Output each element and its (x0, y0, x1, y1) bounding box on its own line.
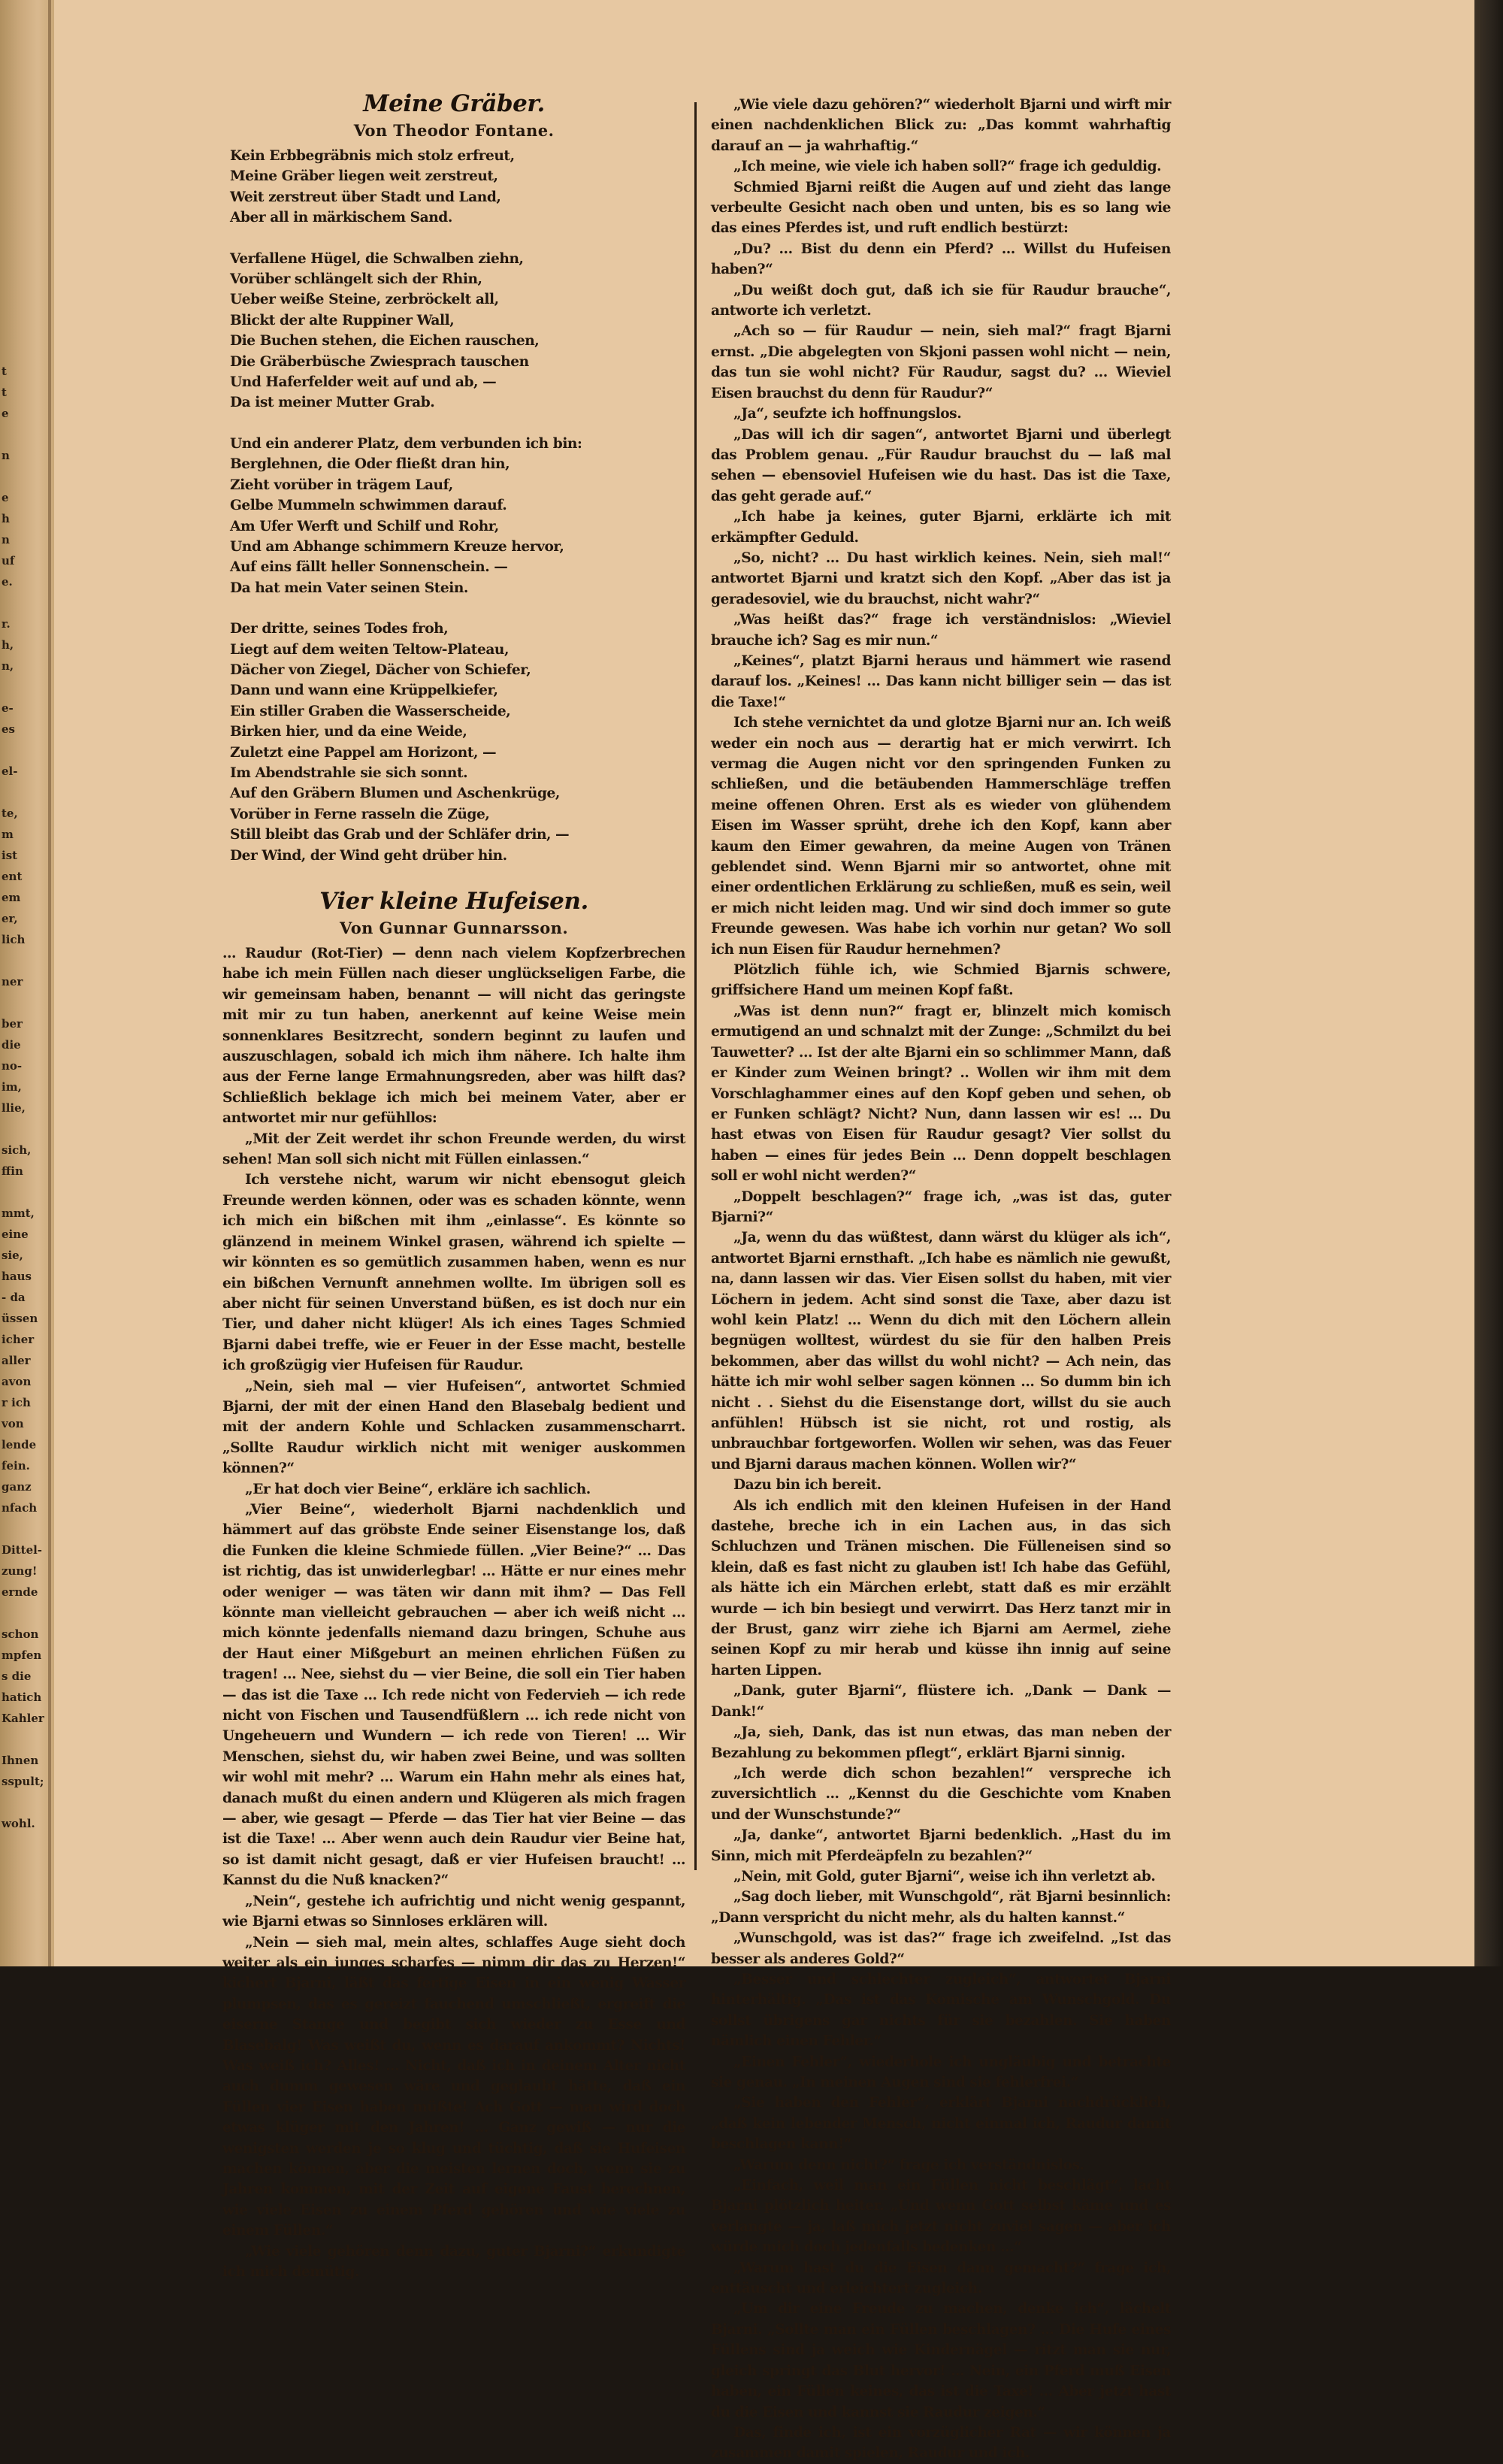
story-paragraph: „Ich meine, wie viele ich haben soll?“ frage ich geduldig. (733, 159, 1162, 175)
story-paragraph: Schmied Bjarni reißt die Augen auf und zieht das lange verbeulte Gesicht nach oben und unten, bis es so lang wie das eines Pferdes ist, und ruft endlich bestürzt: (711, 179, 1171, 237)
fragment-line: aller (2, 1354, 31, 1367)
story-paragraph: „Nein“, gestehe ich aufrichtig und nicht wenig gespannt, wie Bjarni etwas so Sinnloses erklären will. (222, 1893, 685, 1930)
story-text-right (711, 95, 1171, 2464)
fragment-line (2, 1182, 47, 1203)
left-column (222, 89, 685, 2282)
story-paragraph: „Sie haben den Fehler“, erklärt Bjarni nachdrücklich, „daß kein lebender Mensch, nicht einmal ich, Raudur damit beschlagen kann!“ (711, 2095, 1171, 2153)
fragment-line: e. (2, 575, 13, 589)
fragment-line: s die (2, 1669, 32, 1683)
fragment-line: lende (2, 1438, 37, 1451)
poem-line: Und am Abhange schimmern Kreuze hervor, (230, 538, 564, 555)
fragment-line: ffin (2, 1164, 23, 1178)
story-paragraph: „Warum hast du die Eisen dann gemacht?“ frage ich, enttäuscht und erleichtert zugleich. (711, 2260, 1171, 2297)
poem-line: Birken hier, und da eine Weide, (230, 724, 467, 740)
story-paragraph: „So, nicht? ... Du hast wirklich keines. Nein, sieh mal!“ antwortet Bjarni und kratzt sich den Kopf. „Aber das ist ja geradesoviel, wie du brauchst, nicht wahr?“ (711, 549, 1171, 607)
fragment-line: e- (2, 701, 14, 715)
fragment-line: ganz (2, 1480, 32, 1494)
fragment-line: zung! (2, 1564, 38, 1578)
fragment-line: ernde (2, 1585, 38, 1599)
fragment-line (2, 1603, 47, 1624)
poem-stanza (230, 146, 685, 229)
fragment-line: icher (2, 1333, 35, 1346)
poem-line: Da ist meiner Mutter Grab. (230, 395, 435, 411)
right-column (711, 95, 1171, 2464)
fragment-line (2, 677, 47, 698)
poem-line: Ein stiller Graben die Wasserscheide, (230, 703, 511, 719)
story-text-left (222, 943, 685, 2282)
fragment-line: schon (2, 1627, 39, 1641)
fragment-line (2, 1518, 47, 1539)
fragment-line: e (2, 407, 9, 420)
fragment-line: te, (2, 807, 18, 820)
poem-line: Ueber weiße Steine, zerbröckelt all, (230, 292, 499, 308)
poem-line: Berglehnen, die Oder fließt dran hin, (230, 456, 510, 473)
fragment-line: mpfen (2, 1648, 42, 1662)
poem-line: Da hat mein Vater seinen Stein. (230, 580, 468, 596)
fragment-line: sich, (2, 1143, 32, 1157)
fragment-line: haus (2, 1270, 32, 1283)
story-paragraph: „Nein, mit Gold, guter Bjarni“, weise ich ihn verletzt ab. (733, 1868, 1156, 1884)
poem-stanza (230, 619, 685, 866)
poem-line: Aber all in märkischem Sand. (230, 210, 452, 226)
story-paragraph: „Wunschgold, was ist das?“ frage ich zweifelnd. „Ist das besser als anderes Gold?“ (711, 1930, 1171, 1967)
story-paragraph: „Was ist denn nun?“ fragt er, blinzelt mich komisch ermutigend an und schnalzt mit der Zunge: „Schmilzt du bei Tauwetter? ... Ist der alte Bjarni ein so schlimmer Mann, daß er Kinder zum Weinen bringt? .. Wollen wir ihm mit dem Vorschlaghammer eines auf den Kopf geben und sehen, ob er Funken schlägt? Nicht? Nun, dann lassen wir es! ... Du hast etwas von Eisen für Raudur gesagt? Vier sollst du haben — eines für jedes Bein ... Denn doppelt beschlagen soll er wohl nicht werden?“ (711, 1003, 1171, 1185)
fragment-line: es (2, 722, 15, 736)
fragment-line: ent (2, 870, 23, 883)
poem-line: Gelbe Mummeln schwimmen darauf. (230, 498, 507, 514)
poem-line: Der Wind, der Wind geht drüber hin. (230, 847, 507, 864)
fragment-line: r ich (2, 1396, 31, 1409)
story-paragraph: „Um dir eine Freude zu machen, denke ich“, lächelt Bjarni. „Sollte man ein Füllen beschlagen? ... Die Hufe eines Füllens sind ja weich wie Kindernägel — ritzt man sie nur, gleich springt das Blut hervor! ... Nein, ein Pferd muß Eisen haben, ein Füllen keines, das ist die Taxe! ... Aber jetzt hast du die Eisen und kannst sie Raudur zeigen.“ (711, 2301, 1171, 2420)
fragment-line: r. (2, 617, 11, 631)
dark-background-edge (1474, 0, 1503, 1966)
fragment-line: llie, (2, 1101, 26, 1115)
poem-line: Die Buchen stehen, die Eichen rauschen, (230, 333, 540, 350)
fragment-line: die (2, 1038, 21, 1052)
fragment-line: e (2, 491, 9, 504)
story-paragraph: Plötzlich fühle ich, wie Schmied Bjarnis schwere, griffsichere Hand um meinen Kopf faßt. (711, 962, 1171, 999)
fragment-line: im, (2, 1080, 22, 1094)
poem-line: Kein Erbbegräbnis mich stolz erfreut, (230, 148, 515, 164)
fragment-line (2, 740, 47, 761)
fragment-line: el- (2, 764, 18, 778)
fragment-line: eine (2, 1227, 29, 1241)
fragment-line (2, 1118, 47, 1140)
poem-line: Meine Gräber liegen weit zerstreut, (230, 168, 498, 185)
fragment-line: wohl. (2, 1817, 35, 1830)
story-paragraph: Als ich endlich mit den kleinen Hufeisen in der Hand dastehe, breche ich in ein Lachen aus, in das sich Schluchzen und Tränen mischen. Die Fülleneisen sind so klein, daß es fast nicht zu glauben ist! Ich habe das Gefühl, als hätte ich ein Märchen erlebt, statt daß es mir erzählt wurde — ich bin besiegt und verwirrt. Das Herz tanzt mir in der Brust, ganz wirr ziehe ich Bjarni am Aermel, ziehe seinen Kopf zu mir herab und küsse ihn innig auf seine harten Lippen. (711, 1497, 1171, 1678)
fragment-line: üssen (2, 1312, 38, 1325)
fragment-line: mmt, (2, 1206, 35, 1220)
fragment-line: er, (2, 912, 18, 925)
poem-line: Und Haferfelder weit auf und ab, — (230, 374, 497, 391)
fragment-line: n (2, 449, 10, 462)
fragment-line: sie, (2, 1249, 23, 1262)
poem-line: Liegt auf dem weiten Teltow-Plateau, (230, 641, 510, 658)
story-paragraph: „Ja“, seufzte ich hoffnungslos. (733, 406, 962, 422)
fragment-line: fein. (2, 1459, 30, 1473)
story-paragraph: „Ja, sieh, Dank, das ist nun etwas, das man neben der Bezahlung zu bekommen pflegt“, erklärt Bjarni sinnig. (711, 1724, 1171, 1761)
story-paragraph: „Ja, wenn du das wüßtest, dann wärst du klüger als ich“, antwortet Bjarni ernsthaft. „Ich habe es nämlich nie gewußt, na, dann lassen wir das. Vier Eisen sollst du haben, mit vier Löchern in jedem. Acht sind sonst die Taxe, aber dazu ist wohl kein Platz! ... Wenn du dich mit den Löchern allein begnügen wolltest, würdest du sie für den halben Preis bekommen, aber das willst du wohl nicht? — Ach nein, das hätte ich mir wohl selber sagen können ... So dumm bin ich nicht . . Siehst du die Eisenstange dort, willst du sie auch anfühlen! Hübsch ist sie nicht, rot und rostig, als unbrauchbar fortgeworfen. Wollen wir sehen, was das Feuer und Bjarni daraus machen können. Wollen wir?“ (711, 1230, 1171, 1473)
fragment-line: nfach (2, 1501, 38, 1515)
poem-line: Still bleibt das Grab und der Schläfer drin, — (230, 827, 570, 843)
poem-line: Dächer von Ziegel, Dächer von Schiefer, (230, 661, 531, 678)
fragment-line: Kahler (2, 1712, 44, 1725)
story-paragraph: „Er hat doch vier Beine“, erkläre ich sachlich. (245, 1481, 591, 1497)
fragment-line: t (2, 365, 7, 378)
column-divider (694, 102, 697, 1870)
story-paragraph: Ich verstehe nicht, warum wir nicht ebensogut gleich Freunde werden können, oder was es schaden könnte, wenn ich mich ein bißchen mit ihm „einlasse“. Es könnte so glänzend in meinem Winkel grasen, während ich spielte — wir könnten es so gemütlich zusammen haben, wenn es nur ein bißchen Vernunft annehmen wollte. Im übrigen soll es aber nicht für seinen Unverstand büßen, es ist doch nur ein Tier, und daher nicht klüger! Als ich eines Tages Schmied Bjarni dabei treffe, wie er Feuer in der Esse macht, bestelle ich großzügig vier Hufeisen für Raudur. (222, 1172, 685, 1374)
poem-line: Und ein anderer Platz, dem verbunden ich bin: (230, 435, 582, 452)
fragment-line: em (2, 891, 21, 904)
story-paragraph: Dazu bin ich bereit. (733, 1477, 882, 1494)
fragment-line: Ihnen (2, 1754, 39, 1767)
poem-line: Im Abendstrahle sie sich sonnt. (230, 764, 468, 781)
poem-line: Verfallene Hügel, die Schwalben ziehn, (230, 250, 524, 267)
story-paragraph: „Einen Fehler“, wiederhole ich ungläubig und betrachte sie genau. „In meinen Augen sind sie fehlerfrei.“ (711, 2054, 1171, 2090)
story-paragraph: „Vier Beine“, wiederholt Bjarni nachdenklich und hämmert auf das gröbste Ende seiner Eisenstange los, daß die Funken die kleine Schmiede füllen. „Vier Beine?“ ... Das ist richtig, das ist unwiderlegbar! ... Hätte er nur eines mehr oder weniger — was täten wir dann mit ihm? — Das Fell könnte man vielleicht gebrauchen — aber ich weiß nicht ... mich könnte jedenfalls niemand dazu bringen, Schuhe aus der Haut einer Mißgeburt an meinen ehrlichen Füßen zu tragen! ... Nee, siehst du — vier Beine, die soll ein Tier haben — das ist die Taxe ... Ich rede nicht von Federvieh — ich rede nicht von Fischen und Tausendfüßlern ... ich rede nicht von Ungeheuern und Wundern — ich rede von Tieren! ... Wir Menschen, siehst du, wir haben zwei Beine, und was sollten wir wohl mit mehr? ... Warum ein Hahn mehr als eines hat, danach mußt du einen andern und Klügeren als mich fragen — aber, wie gesagt — Pferde — das Tier hat vier Beine — das ist die Taxe! ... Aber wenn auch dein Raudur vier Beine hat, so ist damit nicht gesagt, daß er vier Hufeisen braucht! ... Kannst du die Nuß knacken?“ (222, 1501, 685, 1889)
story-paragraph: „Ach so — für Raudur — nein, sieh mal?“ fragt Bjarni ernst. „Die abgelegten von Skjoni passen wohl nicht — nein, das tun sie wohl nicht? Für Raudur, sagst du? ... Wieviel Eisen brauchst du denn für Raudur?“ (711, 323, 1171, 401)
poem-line: Die Gräberbüsche Zwiesprach tauschen (230, 353, 529, 370)
story-paragraph: „Nein, sieh mal — vier Hufeisen“, antwortet Schmied Bjarni, der mit der einen Hand den Blasebalg bedient und mit der andern Kohle und Schlacken zusammenscharrt. „Sollte Raudur wirklich nicht mit weniger auskommen können?“ (222, 1378, 685, 1477)
fragment-line: h (2, 512, 10, 525)
story-paragraph: „Ja, danke“, antwortet Bjarni bedenklich. „Hast du im Sinn, mich mit Pferdeäpfeln zu bezahlen?“ (711, 1827, 1171, 1864)
poem-line: Der dritte, seines Todes froh, (230, 621, 449, 637)
fragment-line: - da (2, 1291, 26, 1304)
poem-verse (222, 146, 685, 866)
story-paragraph: „Besser und schlechter zugleich“, antwortet Bjarni hinterhältig. „Das ist das Komische am Wunschgold. Du sollst übrigens gar nichts für sie bezahlen. Sie haben nämlich einen Fehler.“ (711, 1971, 1171, 2050)
fragment-line: h, (2, 638, 14, 652)
story-paragraph: „Doppelt beschlagen?“ frage ich, „was ist das, guter Bjarni?“ (711, 1188, 1171, 1225)
fragment-line: sspult; (2, 1775, 44, 1788)
story-paragraph: „Keines“, platzt Bjarni heraus und hämmert wie rasend darauf los. „Keines! ... Das kann nicht billiger sein — das ist die Taxe!“ (711, 652, 1171, 710)
fragment-line: ber (2, 1017, 23, 1031)
binding-fold (48, 0, 51, 1966)
poem-stanza (230, 249, 685, 413)
fragment-line (2, 950, 47, 971)
poem-stanza (230, 434, 685, 598)
poem-line: Weit zerstreut über Stadt und Land, (230, 189, 501, 205)
story-paragraph: „Dank, guter Bjarni“, flüstere ich. „Dank — Dank — Dank!“ (711, 1683, 1171, 1720)
story-paragraph: ... Raudur (Rot-Tier) — denn nach vielem Kopfzerbrechen habe ich mein Füllen nach dieser unglückseligen Farbe, die wir gemeinsam haben, benannt — will nicht das geringste mit mir zu tun haben, anerkennt auf keine Weise mein sonnenklares Besitzrecht, sondern beginnt zu laufen und auszuschlagen, sobald ich mich ihm nähere. Ich halte ihm aus der Ferne lange Ermahnungsreden, aber was hilft das? Schließlich beklage ich mich bei meinem Vater, aber er antwortet mir nur gefühllos: (222, 946, 685, 1127)
fragment-line: avon (2, 1375, 32, 1388)
fragment-line: lich (2, 933, 26, 946)
story-paragraph: „Einfach, weil man ein Füllen nicht beschlägt“, lacht Bjarni plötzlich heiter. „Und wenn Gott selbst käme und es verlangte — ja, laß mich jetzt nicht zuviel sagen — aber ich würde mich doch jedenfalls bedenken ...“ (711, 2178, 1171, 2256)
fragment-line: von (2, 1417, 24, 1430)
story-paragraph: „Mit der Zeit werdet ihr schon Freunde werden, du wirst sehen! Man soll sich nicht mit Füllen einlassen.“ (222, 1131, 685, 1168)
poem-line: Vorüber schlängelt sich der Rhin, (230, 271, 482, 288)
poem-line: Am Ufer Werft und Schilf und Rohr, (230, 518, 499, 534)
story-paragraph: „Wie viele dazu gehören?“ wiederholt Bjarni und wirft mir einen nachdenklichen Blick zu: „Das kommt wahrhaftig darauf an — ja wahrhaftig.“ (711, 97, 1171, 154)
story-paragraph: „Sag doch lieber, mit Wunschgold“, rät Bjarni besinnlich: „Dann verspricht du nicht mehr, als du halten kannst.“ (711, 1889, 1171, 1926)
story-paragraph: „Das will ich dir sagen“, antwortet Bjarni und überlegt das Problem genau. „Für Raudur brauchst du — laß mal sehen — ebensoviel Hufeisen wie du hast. Das ist die Taxe, das geht gerade auf.“ (711, 426, 1171, 504)
fragment-line: n, (2, 659, 14, 673)
story-paragraph: „Warum denn nicht?“ frage ich verständnislos. (733, 2157, 1084, 2173)
fragment-line: hatich (2, 1691, 42, 1704)
poem-line: Auf eins fällt heller Sonnenschein. — (230, 559, 508, 576)
fragment-line (2, 992, 47, 1013)
poem-line: Auf den Gräbern Blumen und Aschenkrüge, (230, 786, 560, 802)
fragment-line: no- (2, 1059, 23, 1073)
poem-line: Blickt der alte Ruppiner Wall, (230, 312, 455, 328)
story-title: Vier kleine Hufeisen. (319, 888, 588, 915)
fragment-line: t (2, 386, 7, 399)
fragment-line: uf (2, 554, 15, 568)
poem-line: Zieht vorüber in trägem Lauf, (230, 477, 453, 493)
story-paragraph: „Du weißt doch gut, daß ich sie für Raudur brauche“, antworte ich verletzt. (711, 282, 1171, 319)
story-paragraph: „Ich habe ja keines, guter Bjarni, erklärte ich mit erkämpfter Geduld. (711, 509, 1171, 546)
poem-line: Vorüber in Ferne rasseln die Züge, (230, 806, 490, 822)
poem-title: Meine Gräber. (363, 90, 545, 117)
fragment-line: m (2, 828, 14, 841)
fragment-line: Dittel- (2, 1543, 43, 1557)
story-paragraph: „Nein — sieh mal, mein altes, schlaffes Auge sieht doch weiter als ein junges scharfes — nimm dir das zu Herzen!“ kichert Bjarni, läßt das fertige Eisen in ein wenig Wasser plumpsen, das es gereizt fauchend umschließt, ergreift die eiserne Stange und begibt sich wieder zu Esse und Blasebalg! Was weißt du, wenn es darauf ankommt? Nichts! Was weiß ich? Alles! ... Nicht, daß ich in deinem Alter nicht auch dumm gewesen wäre und geglaubt hätte, daß ein Füllen vier Eisen haben müßte! Ach Gott — man wird doch etwas klüger mit den Jahren! ... Ganz gewiß — nur die wenigsten werden je so klug und tüchtig, daß sie Hufeisen machen können, aber die meisten lernen doch, wenn sie zu Jahren kommen, mit der Zeit auf eigene Faust berechnen, wie viele Eisen zu einem Pferd gehören und wie viele zu einem Füllen.“ (222, 1934, 685, 2239)
story-byline: Von Gunnar Gunnarsson. (339, 919, 569, 937)
fragment-line (2, 1792, 47, 1813)
story-paragraph: „Ich werde dich schon bezahlen!“ verspreche ich zuversichtlich ... „Kennst du die Geschichte vom Knaben und der Wunschstunde?“ (711, 1765, 1171, 1823)
facing-page-fragments (2, 361, 47, 1830)
story-paragraph: Ich stehe vernichtet da und glotze Bjarni nur an. Ich weiß weder ein noch aus — derartig hat er mich verwirrt. Ich vermag die Augen nicht vor den springenden Funken zu schließen, und die betäubenden Hammerschläge treffen meine offenen Ohren. Erst als es wieder von glühendem Eisen im Wasser sprüht, drehe ich den Kopf, kann aber kaum den Eimer gewahren, da meine Augen von Tränen geblendet sind. Wenn Bjarni mir so antwortet, ohne mit einer ordentlichen Erklärung zu schließen, muß es sein, weil er mich nicht leiden mag. Und wir sind doch immer so gute Freunde gewesen. Was habe ich vorhin nur getan? Wo soll ich nun Eisen für Raudur hernehmen? (711, 715, 1171, 958)
story-paragraph: „Du? ... Bist du denn ein Pferd? ... Willst du Hufeisen haben?“ (711, 241, 1171, 278)
fragment-line (2, 782, 47, 803)
poem-line: Dann und wann eine Krüppelkiefer, (230, 683, 498, 699)
story-paragraph: Das, finde ich, ist ein vorzüglicher Rat — wir können ja zusammen damit spielen, Raudur und ich. (711, 2424, 1171, 2462)
fragment-line: ist (2, 849, 18, 862)
poem-line: Zuletzt eine Pappel am Horizont, — (230, 744, 497, 761)
fragment-line (2, 592, 47, 613)
fragment-line (2, 1729, 47, 1750)
fragment-line: n (2, 533, 10, 546)
poem-byline: Von Theodor Fontane. (353, 121, 555, 140)
story-paragraph: „Was heißt das?“ frage ich verständnislos: „Wieviel brauche ich? Sag es mir nun.“ (711, 612, 1171, 649)
story-paragraph: „Wie viele gehören denn dazu, guter Bjarni?“ erkundigte ich mich demütig. (222, 2243, 685, 2280)
fragment-line (2, 424, 47, 445)
fragment-line: ner (2, 975, 23, 988)
fragment-line (2, 466, 47, 487)
